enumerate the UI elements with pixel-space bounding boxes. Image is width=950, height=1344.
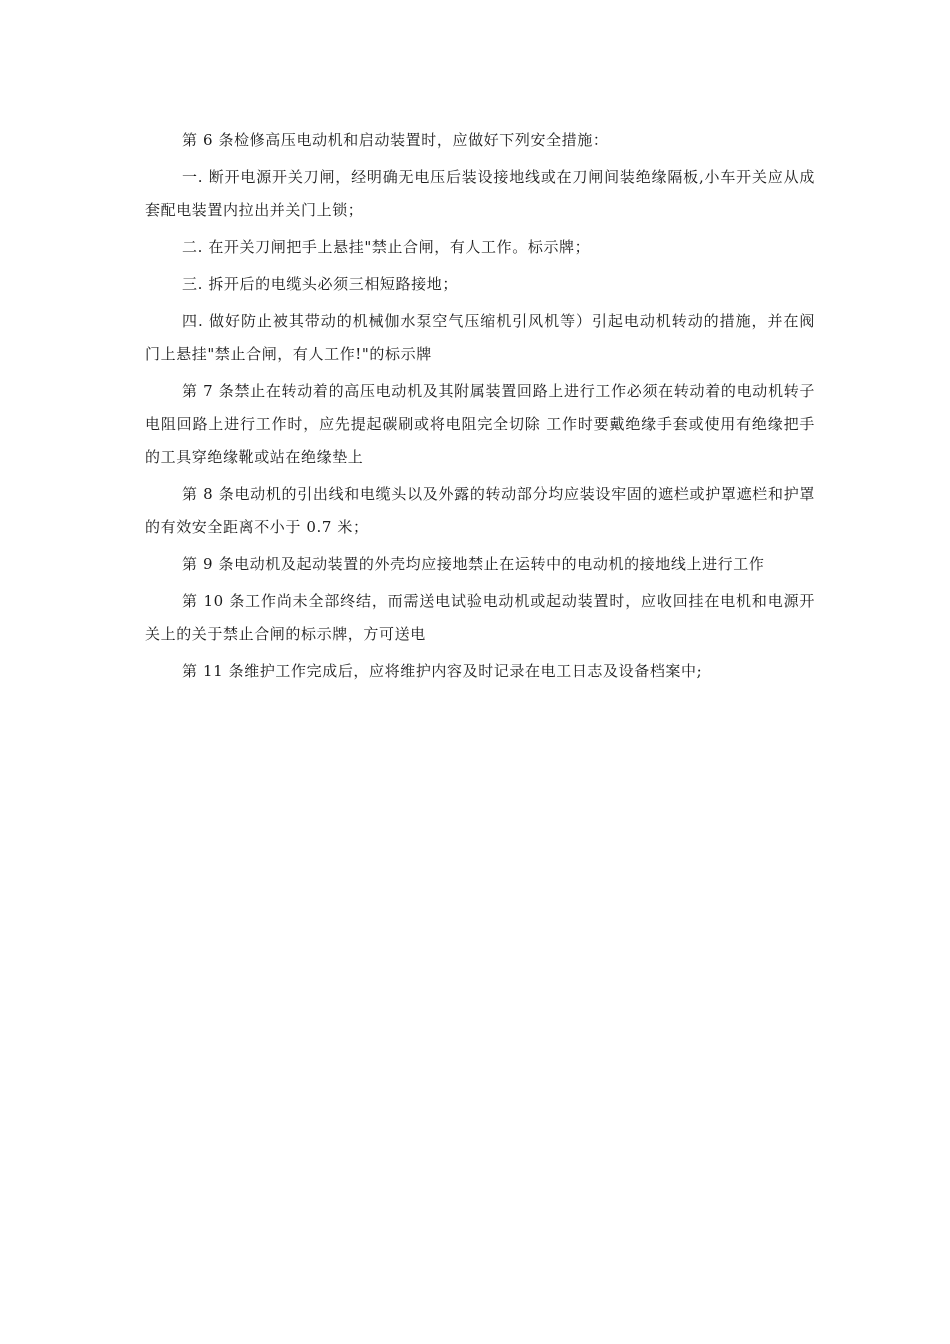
paragraph-item-2: 二. 在开关刀闸把手上悬挂"禁止合闸，有人工作。标示牌；	[182, 238, 591, 256]
paragraph-article-8: 第 8 条电动机的引出线和电缆头以及外露的转动部分均应装设牢固的遮栏或护罩遮栏和护罩的有效安全距离不小于 0.7 米；	[145, 485, 815, 536]
paragraph-item-3: 三. 拆开后的电缆头必须三相短路接地；	[182, 275, 458, 293]
paragraph-article-7: 第 7 条禁止在转动着的高压电动机及其附属装置回路上进行工作必须在转动着的电动机转子电阻回路上进行工作时，应先提起碳刷或将电阻完全切除 工作时要戴绝缘手套或使用有绝缘把手的工具穿绝缘靴或站在绝缘垫上	[145, 382, 815, 466]
paragraph-item-1: 一. 断开电源开关刀闸，经明确无电压后装设接地线或在刀闸间装绝缘隔板,小车开关应从成套配电装置内拉出并关门上锁；	[145, 168, 815, 219]
paragraph-item-4: 四. 做好防止被其带动的机械伽水泵空气压缩机引风机等）引起电动机转动的措施，并在阀门上悬挂"禁止合闸，有人工作!"的标示牌	[145, 312, 815, 363]
paragraph-article-6: 第 6 条检修高压电动机和启动装置时，应做好下列安全措施：	[182, 131, 609, 149]
paragraph-article-9: 第 9 条电动机及起动装置的外壳均应接地禁止在运转中的电动机的接地线上进行工作	[182, 555, 765, 573]
paragraph-article-11: 第 11 条维护工作完成后，应将维护内容及时记录在电工日志及设备档案中;	[182, 662, 703, 680]
document-body	[145, 124, 815, 692]
paragraph-article-10: 第 10 条工作尚未全部终结，而需送电试验电动机或起动装置时，应收回挂在电机和电源开关上的关于禁止合闸的标示牌，方可送电	[145, 592, 815, 643]
